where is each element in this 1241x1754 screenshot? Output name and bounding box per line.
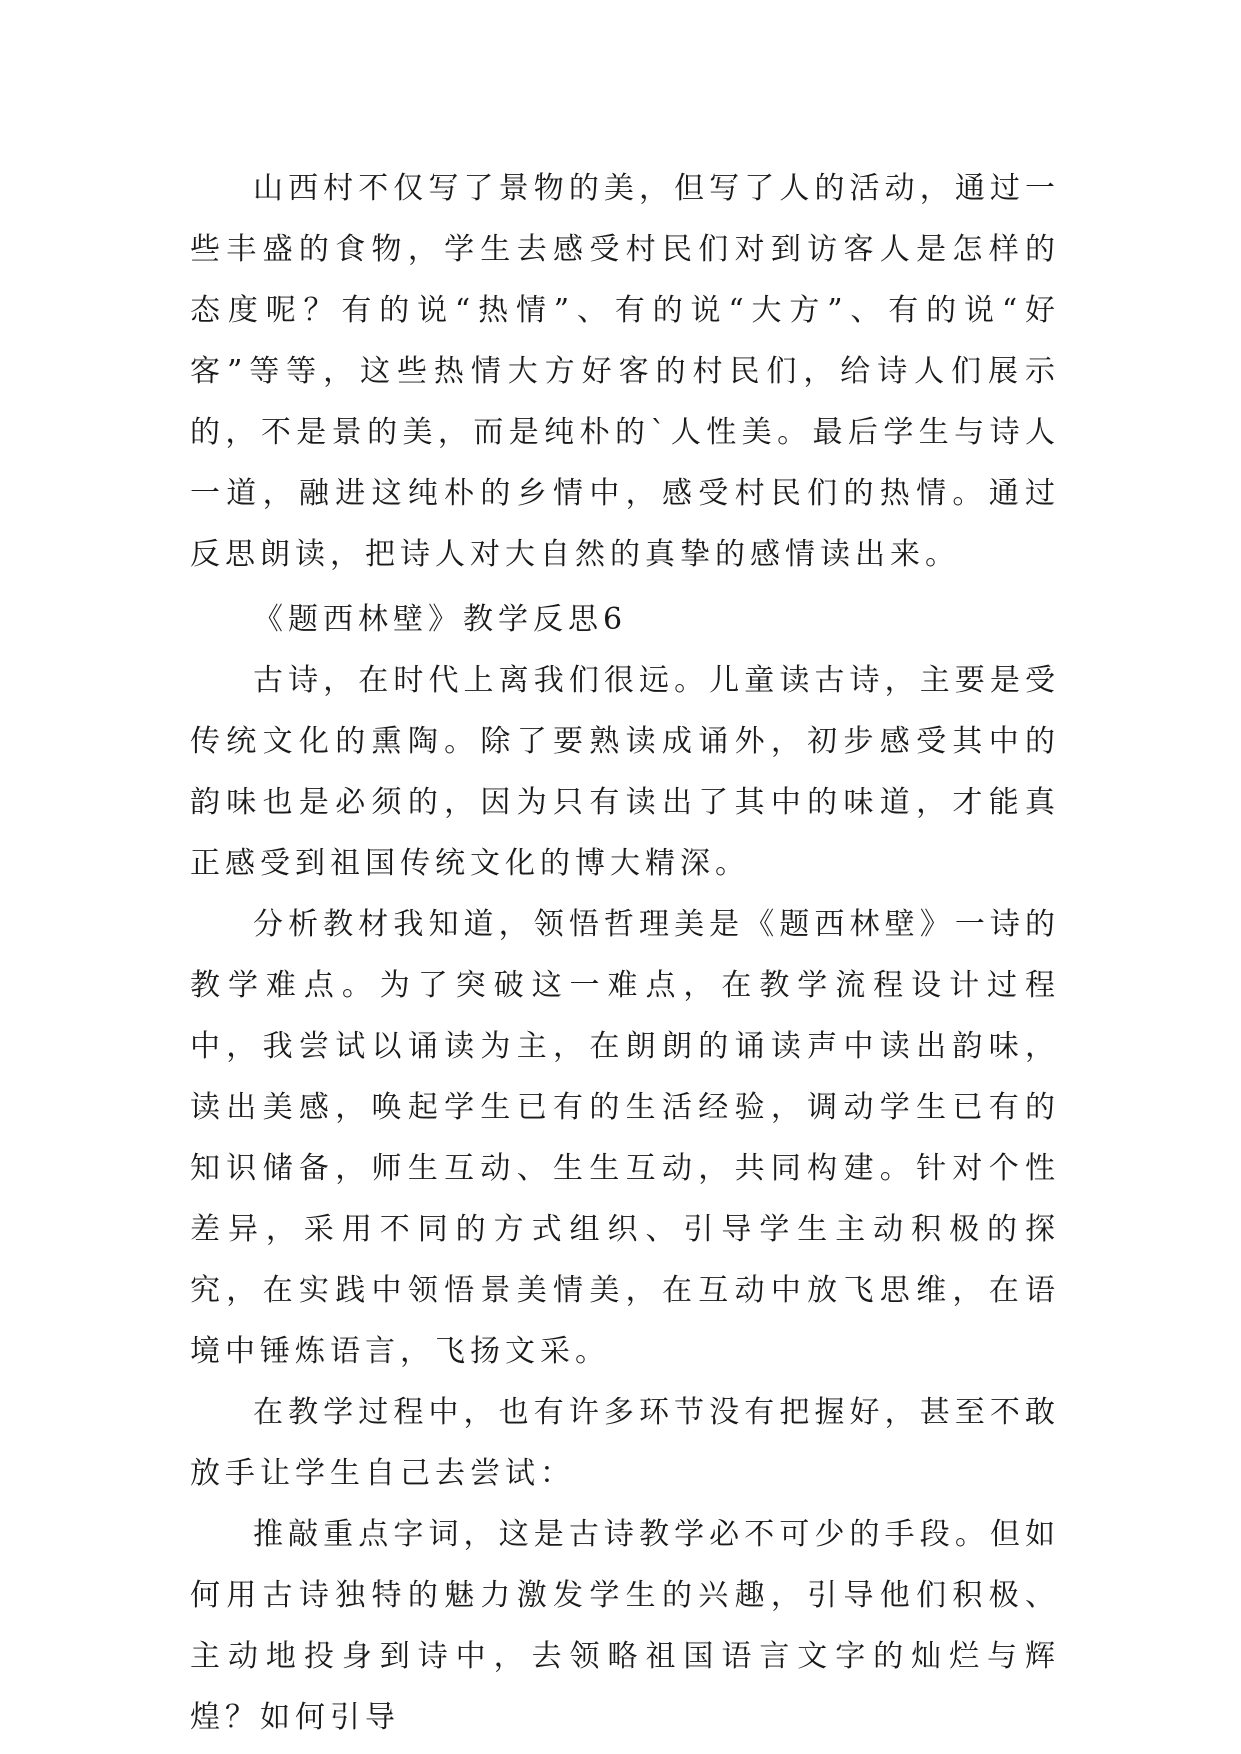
paragraph-fenxi-jiaocai: 分析教材我知道，领悟哲理美是《题西林壁》一诗的教学难点。为了突破这一难点，在教学流程设计过程中，我尝试以诵读为主，在朗朗的诵读声中读出韵味，读出美感，唤起学生已有的生活经验，调动学生已有的知识储备，师生互动、生生互动，共同构建。针对个性差异，采用不同的方式组织、引导学生主动积极的探究，在实践中领悟景美情美，在互动中放飞思维，在语境中锤炼语言，飞扬文采。 xyxy=(190,907,1060,1369)
paragraph-shanxicun: 山西村不仅写了景物的美，但写了人的活动，通过一些丰盛的食物，学生去感受村民们对到访客人是怎样的态度呢？有的说“热情”、有的说“大方”、有的说“好客”等等，这些热情大方好客的村民们，给诗人们展示的，不是景的美，而是纯朴的`人性美。最后学生与诗人一道，融进这纯朴的乡情中，感受村民们的热情。通过反思朗读，把诗人对大自然的真挚的感情读出来。 xyxy=(190,171,1060,572)
document-body xyxy=(190,158,1060,1748)
paragraph-gushi: 古诗，在时代上离我们很远。儿童读古诗，主要是受传统文化的熏陶。除了要熟读成诵外，初步感受其中的韵味也是必须的，因为只有读出了其中的味道，才能真正感受到祖国传统文化的博大精深。 xyxy=(190,663,1060,881)
paragraph-tuiqiao: 推敲重点字词，这是古诗教学必不可少的手段。但如何用古诗独特的魅力激发学生的兴趣，引导他们积极、主动地投身到诗中，去领略祖国语言文字的灿烂与辉煌？如何引导 xyxy=(190,1517,1060,1735)
paragraph-jiaoxue-guocheng: 在教学过程中，也有许多环节没有把握好，甚至不敢放手让学生自己去尝试： xyxy=(190,1395,1060,1491)
section-heading: 《题西林壁》教学反思6 xyxy=(253,602,628,637)
